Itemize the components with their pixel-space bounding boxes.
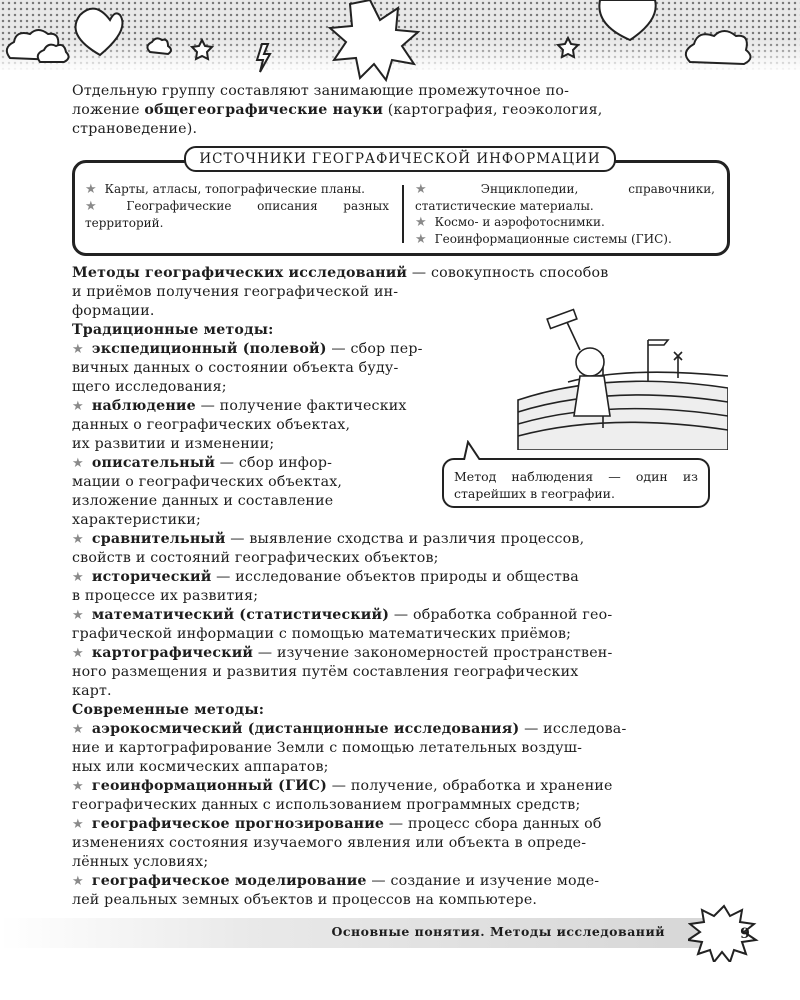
sources-box-title: ИСТОЧНИКИ ГЕОГРАФИЧЕСКОЙ ИНФОРМАЦИИ — [184, 146, 616, 172]
text-line: графической информации с помощью математических приёмов; — [72, 626, 572, 642]
source-item: ★ Космо- и аэрофотоснимки. — [415, 215, 605, 230]
method-item: ★ описательный — сбор инфор- — [72, 455, 333, 471]
star-icon: ★ — [85, 182, 97, 197]
column-divider — [402, 185, 404, 243]
source-item: ★ Энциклопедии, справочники, статистические материалы. — [415, 182, 715, 213]
illustration-caption: Метод наблюдения — один из старейших в географии. — [442, 458, 710, 508]
text-line: и приёмов получения географической ин- — [72, 284, 399, 300]
method-item: ★ сравнительный — выявление сходства и различия процессов, — [72, 531, 585, 547]
sources-box — [72, 160, 730, 256]
text-line: ние и картографирование Земли с помощью летательных воздуш- — [72, 740, 583, 756]
method-item: ★ географическое моделирование — создание и изучение моде- — [72, 873, 600, 889]
observation-illustration — [488, 300, 728, 450]
text-line: в процессе их развития; — [72, 588, 259, 604]
source-item: ★ Географические описания разных территорий. — [85, 199, 389, 230]
sources-left-column — [85, 181, 389, 231]
text-line: изложение данных и составление — [72, 493, 334, 509]
star-icon: ★ — [72, 874, 84, 889]
methods-wide-block — [72, 530, 720, 910]
method-item: ★ географическое прогнозирование — процесс сбора данных об — [72, 816, 602, 832]
star-icon — [192, 40, 212, 59]
footer-section-title: Основные понятия. Методы исследований — [331, 924, 665, 939]
text-line: лённых условиях; — [72, 854, 209, 870]
heart-icon — [76, 9, 123, 55]
star-icon: ★ — [72, 646, 84, 661]
text-line: формации. — [72, 303, 155, 319]
star-icon: ★ — [72, 608, 84, 623]
intro-paragraph — [72, 82, 720, 139]
star-icon: ★ — [72, 399, 84, 414]
intro-line: ложение общегеографические науки (картография, геоэкология, — [72, 102, 603, 118]
source-item: ★ Геоинформационные системы (ГИС). — [415, 232, 672, 247]
star-icon: ★ — [415, 182, 473, 197]
text-line: лей реальных земных объектов и процессов на компьютере. — [72, 892, 538, 908]
caption-pointer — [462, 440, 484, 460]
star-icon: ★ — [72, 722, 84, 737]
text-line: Методы географических исследований — совокупность способов — [72, 265, 609, 281]
method-item: ★ наблюдение — получение фактических — [72, 398, 407, 414]
text-line: карт. — [72, 683, 112, 699]
page-number: 9 — [740, 926, 750, 942]
text-line: мации о географических объектах, — [72, 474, 343, 490]
header-doodles — [0, 0, 800, 90]
star-icon: ★ — [85, 199, 119, 214]
methods-narrow-block — [72, 283, 496, 416]
text-line: свойств и состояний географических объектов; — [72, 550, 439, 566]
methods-narrower-block — [72, 416, 416, 530]
star-icon: ★ — [415, 232, 427, 247]
text-line: ного размещения и развития путём составления географических — [72, 664, 579, 680]
heart-icon — [599, 0, 655, 40]
cloud-icon — [147, 38, 171, 54]
star-icon: ★ — [72, 456, 84, 471]
star-icon: ★ — [72, 779, 84, 794]
text-line: вичных данных о состоянии объекта буду- — [72, 360, 399, 376]
text-line: изменениях состояния изучаемого явления или объекта в опреде- — [72, 835, 587, 851]
star-icon: ★ — [415, 215, 427, 230]
star-icon: ★ — [72, 342, 84, 357]
text-line: географических данных с использованием программных средств; — [72, 797, 581, 813]
method-item: ★ геоинформационный (ГИС) — получение, обработка и хранение — [72, 778, 613, 794]
intro-line: Отдельную группу составляют занимающие промежуточное по- — [72, 83, 570, 99]
traditional-title: Традиционные методы: — [72, 322, 274, 338]
star-icon: ★ — [72, 532, 84, 547]
methods-heading — [72, 264, 720, 283]
lightning-icon — [257, 44, 270, 72]
text-line: щего исследования; — [72, 379, 227, 395]
method-item: ★ исторический — исследование объектов природы и общества — [72, 569, 579, 585]
sources-right-column — [415, 181, 715, 248]
method-item: ★ экспедиционный (полевой) — сбор пер- — [72, 341, 423, 357]
method-item: ★ картографический — изучение закономерностей пространствен- — [72, 645, 613, 661]
text-line: ных или космических аппаратов; — [72, 759, 329, 775]
star-icon: ★ — [72, 817, 84, 832]
cloud-icon — [686, 31, 751, 64]
star-icon — [558, 38, 578, 57]
intro-line: страноведение). — [72, 121, 198, 137]
modern-title: Современные методы: — [72, 702, 265, 718]
text-line: их развитии и изменении; — [72, 436, 275, 452]
burst-icon — [330, 0, 418, 80]
method-item: ★ математический (статистический) — обработка собранной гео- — [72, 607, 613, 623]
text-line: данных о географических объектах, — [72, 417, 351, 433]
text-line: характеристики; — [72, 512, 202, 528]
star-icon: ★ — [72, 570, 84, 585]
source-item: ★ Карты, атласы, топографические планы. — [85, 182, 365, 197]
method-item: ★ аэрокосмический (дистанционные исследования) — исследова- — [72, 721, 627, 737]
